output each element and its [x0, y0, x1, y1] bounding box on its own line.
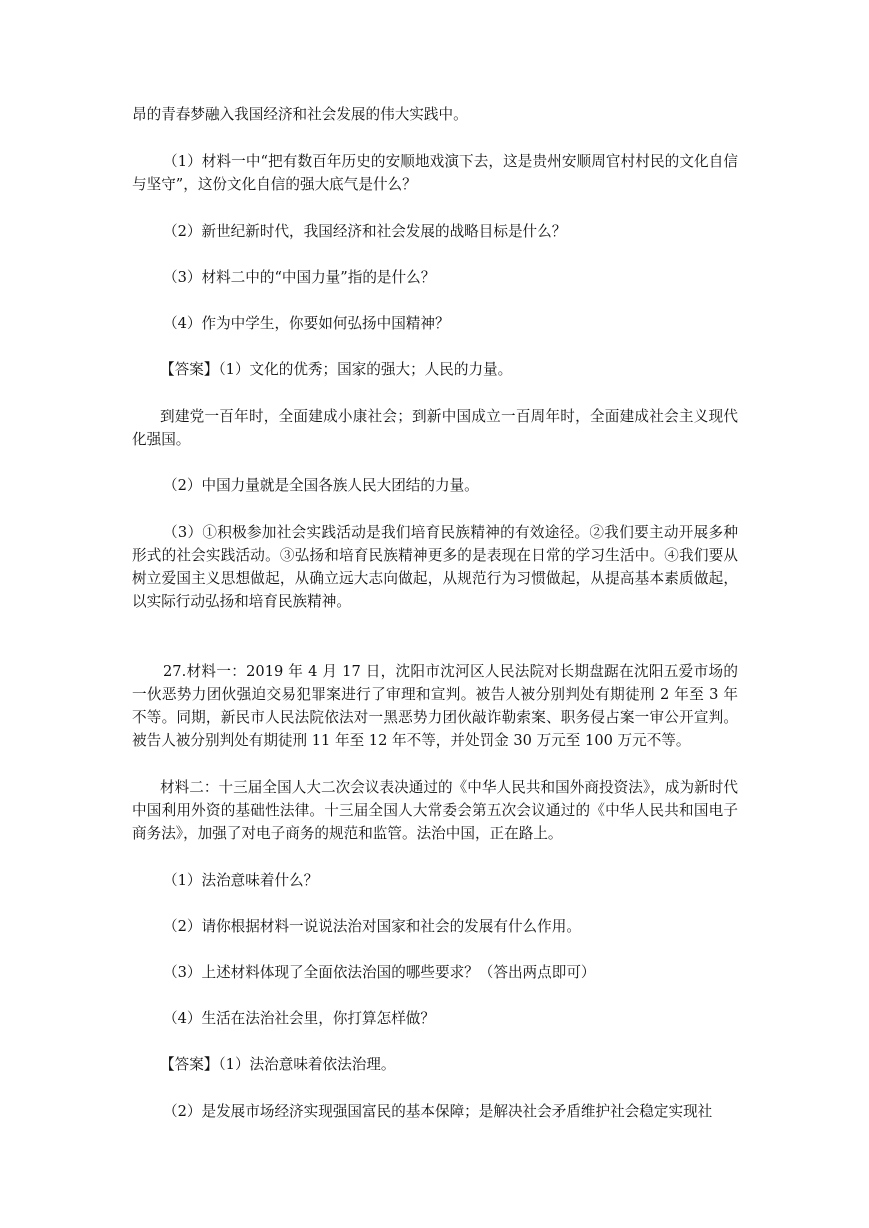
paragraph-continuation: 昂的青春梦融入我国经济和社会发展的伟大实践中。 — [132, 106, 468, 123]
q27-question-2: （2）请你根据材料一说说法治对国家和社会的发展有什么作用。 — [163, 918, 581, 935]
q27-question-1: （1）法治意味着什么？ — [163, 872, 319, 889]
question-27-material-1: 27.材料一：2019 年 4 月 17 日，沈阳市沈河区人民法院对长期盘踞在沈阳五爱市场的一伙恶势力团伙强迫交易犯罪案进行了审理和宣判。被告人被分别判处有期徒刑 2 年至 3 年不等。同期，新民市人民法院依法对一黑恶势力团伙敲诈勒索案、职务侵占案一审公开宣判。被告人被分别判处有期徒刑 11 年至 12 年不等，并处罚金 30 万元至 100 万元不等。 — [132, 663, 738, 749]
question-1-culture: （1）材料一中“把有数百年历史的安顺地戏演下去，这是贵州安顺周官村村民的文化自信与坚守”，这份文化自信的强大底气是什么？ — [132, 153, 738, 193]
q27-question-4: （4）生活在法治社会里，你打算怎样做？ — [163, 1010, 435, 1027]
material-2: 材料二：十三届全国人大二次会议表决通过的《中华人民共和国外商投资法》，成为新时代中国利用外资的基础性法律。十三届全国人大常委会第五次会议通过的《中华人民共和国电子商务法》，加强了对电子商务的规范和监管。法治中国，正在路上。 — [132, 779, 738, 842]
question-3-power: （3）材料二中的“中国力量”指的是什么？ — [163, 269, 436, 286]
answer-strategic-goal: 到建党一百年时，全面建成小康社会；到新中国成立一百周年时，全面建成社会主义现代化强国。 — [132, 408, 738, 448]
answer-3: （3）①积极参加社会实践活动是我们培育民族精神的有效途径。②我们要主动开展多种形式的社会实践活动。③弘扬和培育民族精神更多的是表现在日常的学习生活中。④我们要从树立爱国主义思想做起，从确立远大志向做起，从规范行为习惯做起，从提高基本素质做起，以实际行动弘扬和培育民族精神。 — [132, 524, 738, 610]
q27-answer-2: （2）是发展市场经济实现强国富民的基本保障；是解决社会矛盾维护社会稳定实现社 — [163, 1103, 713, 1120]
q27-answer-1: 【答案】（1）法治意味着依法治理。 — [160, 1056, 396, 1073]
answer-1: 【答案】（1）文化的优秀；国家的强大；人民的力量。 — [160, 361, 513, 378]
q27-question-3: （3）上述材料体现了全面依法治国的哪些要求？（答出两点即可） — [163, 964, 596, 981]
answer-2: （2）中国力量就是全国各族人民大团结的力量。 — [163, 477, 479, 494]
question-2-goal: （2）新世纪新时代，我国经济和社会发展的战略目标是什么？ — [163, 223, 567, 240]
question-4-spirit: （4）作为中学生，你要如何弘扬中国精神？ — [163, 315, 450, 332]
